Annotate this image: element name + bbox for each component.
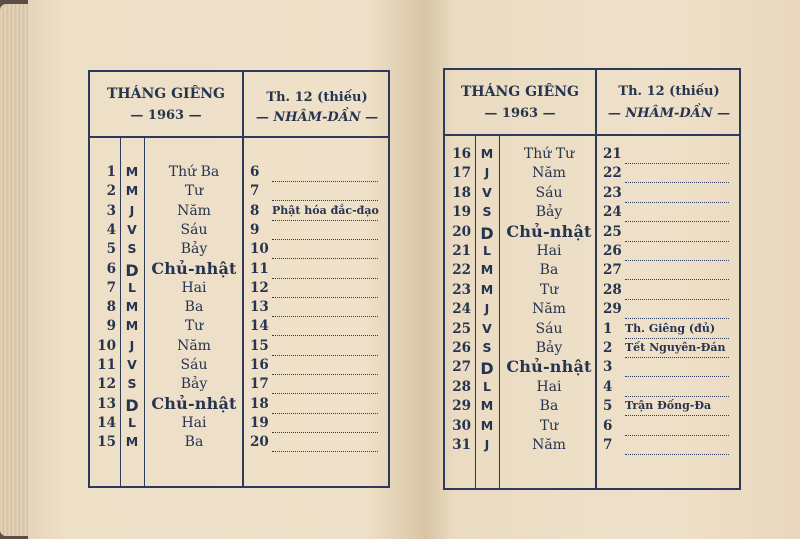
weekday-name: Ba — [184, 299, 204, 316]
calendar-row — [90, 434, 388, 453]
left-year: — 1963 — — [130, 108, 202, 123]
right-year: — 1963 — — [484, 106, 556, 121]
day-number: 28 — [452, 378, 471, 395]
weekday-letter: M — [480, 417, 494, 433]
note-line — [625, 357, 729, 358]
weekday-letter: J — [129, 202, 135, 218]
calendar-row — [90, 164, 388, 183]
day-number: 19 — [452, 204, 471, 221]
calendar-row — [445, 437, 739, 456]
left-calendar-table — [88, 70, 390, 488]
note-line — [625, 338, 729, 339]
lunar-day: 17 — [250, 376, 269, 393]
right-month-title: THÁNG GIÊNG — [460, 84, 580, 100]
weekday-letter: M — [125, 183, 139, 199]
note-line — [625, 202, 729, 203]
lunar-day: 6 — [250, 164, 260, 180]
calendar-row — [445, 165, 739, 184]
lunar-day: 24 — [603, 204, 622, 221]
day-number: 2 — [106, 183, 116, 200]
weekday-name: Năm — [532, 301, 566, 318]
note-line — [625, 279, 729, 280]
weekday-name: Hai — [181, 279, 207, 296]
lunar-day: 15 — [250, 337, 269, 354]
note-line — [272, 374, 378, 375]
weekday-letter: S — [482, 204, 492, 220]
calendar-row — [445, 221, 739, 243]
day-number: 7 — [106, 279, 116, 296]
lunar-day: 19 — [250, 414, 269, 431]
day-number: 23 — [452, 281, 471, 298]
day-number: 6 — [106, 260, 116, 277]
lunar-day: 11 — [250, 260, 269, 277]
lunar-note: Phật hóa đắc-đạo — [272, 203, 379, 217]
calendar-row — [445, 340, 739, 359]
lunar-day: 3 — [603, 359, 613, 376]
calendar-row — [445, 359, 739, 378]
weekday-letter: D — [480, 223, 494, 243]
note-line — [625, 260, 729, 261]
weekday-letter: L — [483, 378, 491, 394]
weekday-letter: M — [480, 262, 494, 278]
weekday-letter: L — [483, 243, 491, 258]
weekday-letter: M — [125, 299, 139, 315]
weekday-letter: V — [127, 221, 137, 237]
lunar-day: 27 — [603, 262, 622, 279]
right-lunar-title: Th. 12 (thiếu) — [618, 84, 720, 99]
weekday-name: Chủ-nhật — [506, 357, 592, 377]
note-line — [272, 220, 378, 221]
lunar-day: 28 — [603, 281, 622, 298]
calendar-row — [90, 376, 388, 395]
weekday-name: Tư — [539, 417, 559, 434]
day-number: 4 — [106, 221, 116, 238]
left-lunar-title: Th. 12 (thiếu) — [266, 90, 368, 105]
weekday-letter: V — [482, 320, 492, 336]
lunar-day: 1 — [603, 320, 613, 337]
weekday-name: Chủ-nhật — [506, 221, 592, 241]
weekday-name: Hai — [181, 414, 207, 431]
calendar-row — [90, 415, 388, 434]
weekday-letter: M — [480, 146, 494, 161]
day-number: 24 — [452, 301, 471, 318]
lunar-day: 5 — [603, 398, 613, 415]
day-number: 16 — [452, 146, 471, 162]
weekday-name: Ba — [539, 262, 559, 279]
lunar-note: Tết Nguyên-Đán — [625, 341, 726, 354]
note-line — [625, 241, 729, 242]
lunar-day: 16 — [250, 357, 269, 373]
day-number: 3 — [106, 202, 116, 219]
weekday-name: Năm — [177, 202, 211, 219]
weekday-name: Bảy — [535, 340, 563, 356]
calendar-row — [90, 203, 388, 222]
lunar-day: 7 — [603, 437, 613, 453]
left-header — [90, 72, 388, 138]
calendar-row — [90, 183, 388, 202]
weekday-letter: M — [480, 281, 494, 297]
calendar-row — [445, 301, 739, 320]
note-line — [272, 355, 378, 356]
weekday-name: Tư — [184, 318, 204, 335]
weekday-name: Hai — [536, 243, 562, 259]
calendar-row — [445, 262, 739, 281]
calendar-row — [90, 299, 388, 318]
day-number: 11 — [97, 357, 116, 373]
note-line — [272, 393, 378, 394]
day-number: 17 — [452, 165, 471, 182]
day-number: 10 — [97, 337, 116, 354]
weekday-letter: V — [127, 357, 137, 372]
day-number: 18 — [452, 184, 471, 201]
day-number: 8 — [106, 299, 116, 316]
weekday-letter: J — [129, 337, 135, 353]
weekday-letter: J — [484, 165, 490, 181]
lunar-day: 9 — [250, 221, 260, 238]
weekday-letter: L — [128, 414, 136, 430]
lunar-day: 2 — [603, 340, 613, 356]
calendar-row — [445, 398, 739, 417]
weekday-name: Sáu — [535, 184, 563, 201]
weekday-letter: S — [127, 376, 137, 392]
lunar-day: 20 — [250, 434, 269, 451]
calendar-row — [445, 282, 739, 301]
lunar-note: Th. Giêng (đủ) — [625, 321, 716, 335]
weekday-letter: J — [484, 301, 490, 317]
day-number: 1 — [106, 164, 116, 180]
lunar-note: Trận Đống-Đa — [625, 399, 712, 413]
lunar-day: 25 — [603, 223, 622, 240]
left-lunar-year: — NHÂM-DẦN — — [255, 110, 379, 125]
note-line — [625, 318, 729, 319]
note-line — [272, 278, 378, 279]
note-line — [272, 258, 378, 259]
weekday-name: Năm — [532, 437, 566, 453]
note-line — [272, 297, 378, 298]
lunar-day: 6 — [603, 417, 613, 434]
calendar-row — [90, 393, 388, 415]
note-line — [625, 435, 729, 436]
note-line — [272, 451, 378, 452]
day-number: 27 — [452, 359, 471, 376]
note-line — [272, 413, 378, 414]
weekday-name: Bảy — [180, 241, 208, 258]
weekday-name: Ba — [539, 398, 559, 415]
weekday-letter: D — [125, 260, 139, 280]
weekday-letter: M — [125, 434, 139, 450]
note-line — [272, 239, 378, 240]
weekday-letter: S — [482, 340, 492, 355]
day-number: 5 — [106, 241, 116, 258]
weekday-letter: M — [125, 318, 139, 334]
lunar-day: 14 — [250, 318, 269, 335]
day-number: 9 — [106, 318, 116, 335]
weekday-letter: S — [127, 241, 137, 257]
weekday-name: Sáu — [180, 221, 208, 238]
calendar-row — [90, 258, 388, 280]
lunar-day: 21 — [603, 146, 622, 162]
weekday-name: Sáu — [535, 320, 563, 337]
weekday-name: Chủ-nhật — [151, 258, 237, 278]
weekday-letter: D — [125, 395, 139, 415]
note-line — [272, 200, 378, 201]
note-line — [625, 221, 729, 222]
calendar-row — [445, 185, 739, 204]
day-number: 26 — [452, 340, 471, 356]
day-number: 21 — [452, 243, 471, 259]
lunar-day: 18 — [250, 395, 269, 412]
day-number: 15 — [97, 434, 116, 451]
calendar-row — [445, 321, 739, 340]
day-number: 20 — [452, 223, 471, 240]
calendar-row — [445, 418, 739, 437]
lunar-day: 13 — [250, 299, 269, 316]
weekday-name: Năm — [177, 337, 211, 354]
day-number: 14 — [97, 414, 116, 431]
note-line — [625, 182, 729, 183]
weekday-name: Hai — [536, 378, 562, 395]
weekday-letter: J — [484, 437, 490, 452]
day-number: 31 — [452, 437, 471, 453]
left-month-title: THÁNG GIÊNG — [106, 86, 226, 102]
note-line — [272, 181, 378, 182]
lunar-day: 29 — [603, 301, 622, 318]
note-line — [625, 454, 729, 455]
calendar-row — [445, 243, 739, 262]
lunar-day: 8 — [250, 202, 260, 219]
day-number: 25 — [452, 320, 471, 337]
weekday-name: Chủ-nhật — [151, 393, 237, 413]
lunar-day: 10 — [250, 241, 269, 258]
weekday-letter: M — [480, 398, 494, 414]
lunar-day: 23 — [603, 184, 622, 201]
weekday-name: Tư — [184, 183, 204, 200]
day-number: 29 — [452, 398, 471, 415]
calendar-row — [445, 146, 739, 165]
weekday-name: Bảy — [535, 204, 563, 221]
day-number: 22 — [452, 262, 471, 279]
lunar-day: 22 — [603, 165, 622, 182]
note-line — [272, 335, 378, 336]
weekday-name: Thứ Tư — [523, 146, 575, 162]
right-header — [445, 70, 739, 136]
weekday-name: Tư — [539, 281, 559, 298]
lunar-day: 7 — [250, 183, 260, 200]
calendar-row — [90, 357, 388, 376]
right-lunar-year: — NHÂM-DẦN — — [607, 106, 731, 121]
weekday-name: Bảy — [180, 376, 208, 393]
lunar-day: 12 — [250, 279, 269, 296]
weekday-letter: V — [482, 184, 492, 200]
weekday-name: Sáu — [180, 357, 208, 373]
note-line — [625, 396, 729, 397]
note-line — [625, 163, 729, 164]
calendar-row — [90, 280, 388, 299]
lunar-day: 26 — [603, 243, 622, 259]
lunar-day: 4 — [603, 378, 613, 395]
day-number: 12 — [97, 376, 116, 393]
calendar-row — [90, 241, 388, 260]
calendar-row — [90, 318, 388, 337]
calendar-row — [445, 204, 739, 223]
right-calendar-table — [443, 68, 741, 490]
calendar-row — [445, 379, 739, 398]
note-line — [272, 432, 378, 433]
note-line — [625, 376, 729, 377]
weekday-letter: D — [480, 359, 494, 379]
day-number: 13 — [97, 395, 116, 412]
note-line — [625, 299, 729, 300]
day-number: 30 — [452, 417, 471, 434]
weekday-name: Ba — [184, 434, 204, 451]
note-line — [625, 415, 729, 416]
weekday-letter: L — [128, 279, 136, 295]
note-line — [272, 316, 378, 317]
calendar-row — [90, 222, 388, 241]
calendar-row — [90, 338, 388, 357]
weekday-name: Năm — [532, 165, 566, 182]
weekday-letter: M — [125, 164, 139, 179]
weekday-name: Thứ Ba — [168, 164, 220, 180]
